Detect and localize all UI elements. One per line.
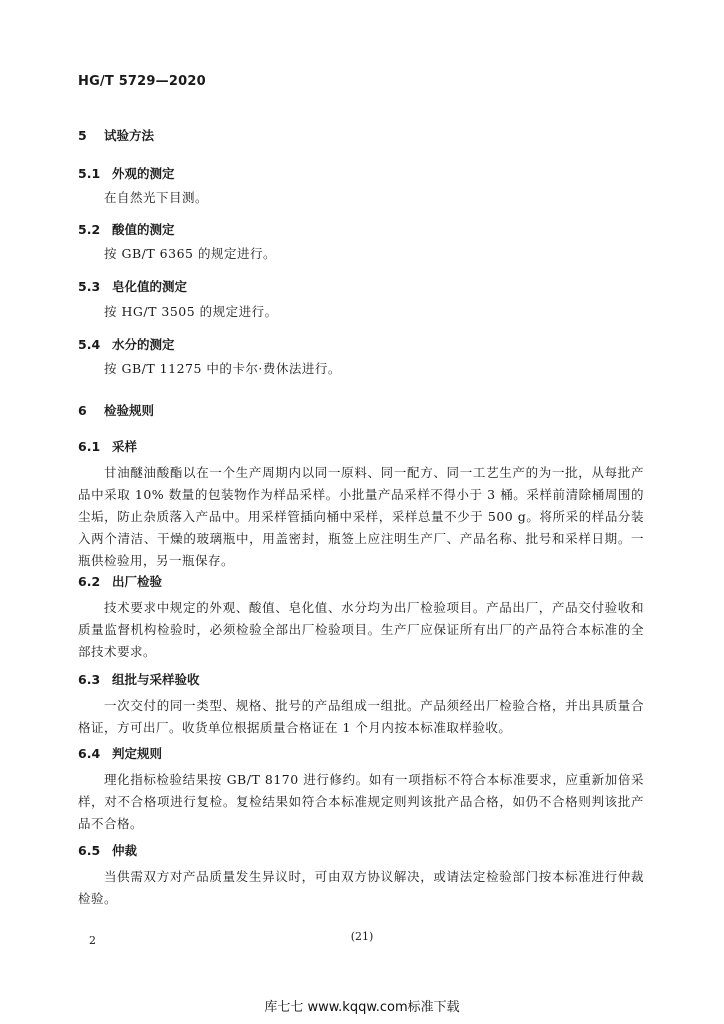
section-number: 5 [78,128,87,143]
section-5-3-text: 按 HG/T 3505 的规定进行。 [104,304,278,319]
section-number: 6.1 [78,439,101,454]
section-6-5-heading [78,841,137,859]
section-5-1-heading [78,164,175,182]
section-5-3-heading [78,277,187,295]
section-6-2-heading [78,572,162,590]
section-title: 外观的测定 [112,166,175,181]
section-number: 6.4 [78,746,101,761]
section-number: 5.4 [78,337,101,352]
section-6-4-heading [78,744,162,762]
section-5-4-text: 按 GB/T 11275 中的卡尔·费休法进行。 [104,361,341,376]
section-6-3-text: 一次交付的同一类型、规格、批号的产品组成一组批。产品须经出厂检验合格，并出具质量合格证，方可出厂。收货单位根据质量合格证在 1 个月内按本标准取样验收。 [78,698,644,735]
section-number: 6.5 [78,843,101,858]
section-5-2-heading [78,220,175,238]
download-watermark: 库七七 www.kqqw.com标准下载 [264,1000,460,1015]
section-6-1-text: 甘油醚油酸酯以在一个生产周期内以同一原料、同一配方、同一工艺生产的为一批，从每批产品中采取 10% 数量的包装物作为样品采样。小批量产品采样不得小于 3 桶。采样前清除桶周围的尘垢，防止杂质落入产品中。用采样管插向桶中采样，采样总量不少于 500 g。将所采的样品分装入两个清洁、干燥的玻璃瓶中，用盖密封，瓶签上应注明生产厂、产品名称、批号和采样日期。一瓶供检验用，另一瓶保存。 [78,465,644,568]
section-number: 6 [78,403,87,418]
section-number: 6.2 [78,574,101,589]
section-title: 出厂检验 [112,574,163,589]
section-5-heading [78,126,154,144]
section-6-3-heading [78,670,200,688]
section-6-4-text: 理化指标检验结果按 GB/T 8170 进行修约。如有一项指标不符合本标准要求，应重新加倍采样，对不合格项进行复检。复检结果如符合本标准规定则判该批产品合格，如仍不合格则判该批产品不合格。 [78,772,644,831]
section-6-heading [78,401,154,419]
section-number: 5.3 [78,279,101,294]
section-number: 5.2 [78,222,101,237]
section-title: 仲裁 [112,843,138,858]
section-6-5-text: 当供需双方对产品质量发生异议时，可由双方协议解决，或请法定检验部门按本标准进行仲裁检验。 [78,869,644,906]
page-number: 2 [89,934,96,947]
section-title: 水分的测定 [112,337,175,352]
section-title: 采样 [112,439,138,454]
section-number: 6.3 [78,672,101,687]
section-title: 酸值的测定 [112,222,175,237]
section-title: 试验方法 [104,128,155,143]
section-6-1-heading [78,437,137,455]
section-6-2-text: 技术要求中规定的外观、酸值、皂化值、水分均为出厂检验项目。产品出厂，产品交付验收和质量监督机构检验时，必须检验全部出厂检验项目。生产厂应保证所有出厂的产品符合本标准的全部技术要求。 [78,600,644,659]
section-5-2-text: 按 GB/T 6365 的规定进行。 [104,246,276,261]
section-title: 判定规则 [112,746,163,761]
section-title: 检验规则 [104,403,155,418]
section-5-4-heading [78,335,175,353]
section-5-1-text: 在自然光下目测。 [104,190,209,205]
section-number: 5.1 [78,166,101,181]
section-title: 组批与采样验收 [112,672,200,687]
section-title: 皂化值的测定 [112,279,188,294]
standard-number: HG/T 5729—2020 [78,74,206,89]
page-sequence: (21) [350,930,374,943]
